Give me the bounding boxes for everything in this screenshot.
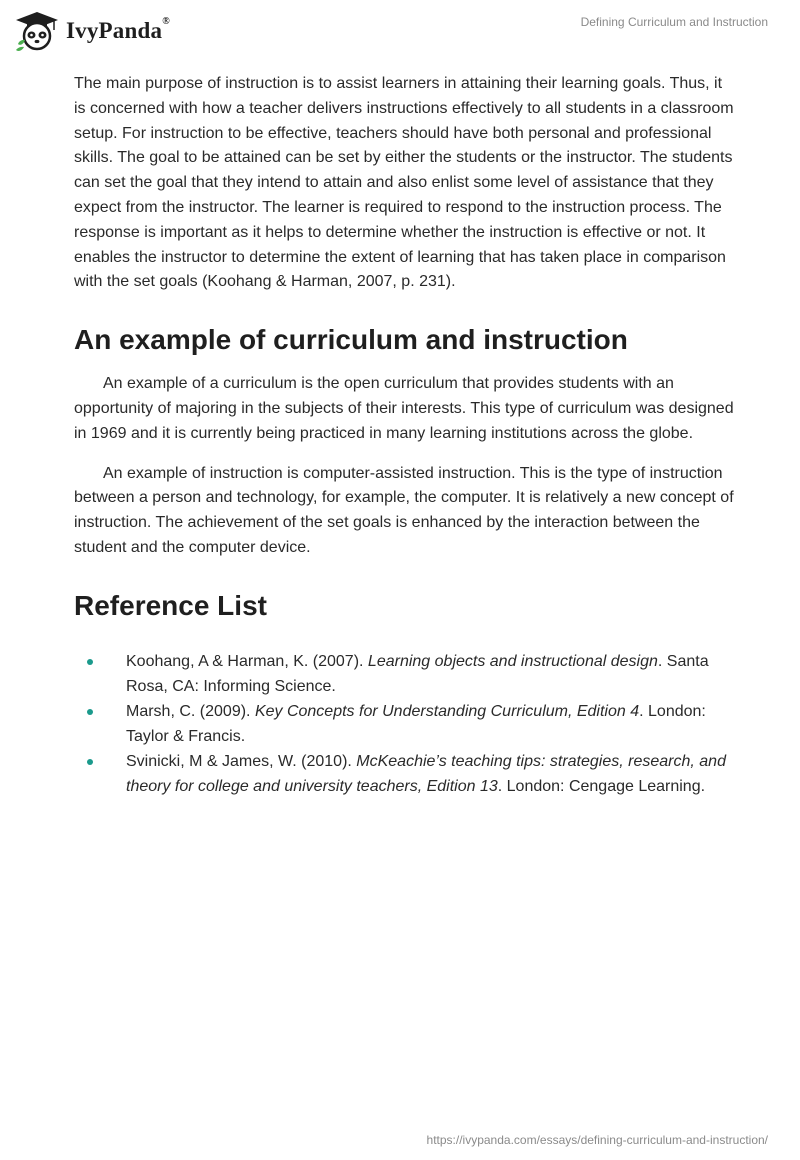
reference-item: Svinicki, M & James, W. (2010). McKeachie’s teaching tips: strategies, research, and theory for college and university teachers, Edition 13. London: Cengage Learning. [74,749,734,799]
section-heading-example: An example of curriculum and instruction [74,324,628,356]
page-header [0,0,800,64]
document-title: Defining Curriculum and Instruction [580,15,768,29]
reference-item: Koohang, A & Harman, K. (2007). Learning objects and instructional design. Santa Rosa, CA: Informing Science. [74,649,734,699]
paragraph-curriculum-example: An example of a curriculum is the open curriculum that provides students with an opportunity of majoring in the subjects of their interests. This type of curriculum was designed in 1969 and it is currently being practiced in many learning institutions across the globe. [74,375,734,442]
bullet-icon [87,709,93,715]
footer-url-link[interactable]: https://ivypanda.com/essays/defining-curriculum-and-instruction/ [426,1133,768,1147]
logo-text: IvyPanda® [66,16,170,43]
paragraph-instruction-example: An example of instruction is computer-assisted instruction. This is the type of instruction between a person and technology, for example, the computer. It is relatively a new concept of instruction. The achievement of the set goals is enhanced by the interaction between the student and the computer device. [74,464,734,556]
ivypanda-logo[interactable] [14,10,170,52]
reference-item: Marsh, C. (2009). Key Concepts for Understanding Curriculum, Edition 4. London: Taylor & Francis. [74,699,734,749]
reference-list [74,649,734,799]
intro-paragraph: The main purpose of instruction is to assist learners in attaining their learning goals. Thus, it is concerned with how a teacher delivers instructions effectively to all students in a classroom setup. For instruction to be effective, teachers should have both personal and professional skills. The goal to be attained can be set by either the students or the instructor. The students can set the goal that they intend to attain and also enlist some level of assistance that they expect from the instructor. The learner is required to respond to the instruction process. The response is important as it helps to determine whether the instruction is effective or not. It enables the instructor to determine the extent of learning that has taken place in comparison with the set goals (Koohang & Harman, 2007, p. 231). [74,75,734,291]
reference-list-heading: Reference List [74,589,267,621]
bullet-icon [87,659,93,665]
panda-logo-icon [14,10,60,52]
bullet-icon [87,759,93,765]
article-content [74,72,734,799]
